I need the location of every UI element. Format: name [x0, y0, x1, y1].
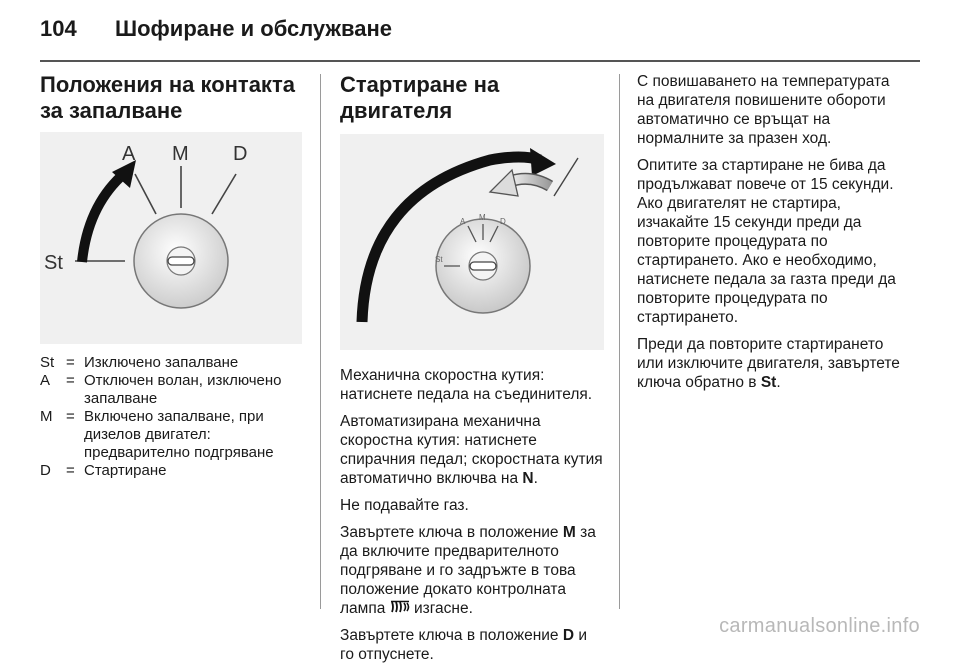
paragraph-return-key: Преди да повторите стартирането или изключите двигателя, завъртете ключа обратно в St. — [637, 336, 900, 391]
glow-plug-icon — [390, 600, 410, 614]
keyhole-icon — [168, 257, 194, 265]
column-ignition-positions — [40, 72, 302, 480]
arrow-st-to-a — [82, 172, 126, 262]
label-d-small: D — [500, 217, 506, 226]
label-a-small: A — [460, 217, 466, 226]
paragraph-automated-gearbox: Автоматизирана механична скоростна кутия: натиснете спирачния педал; скоростната кутия автоматично включва на N. — [340, 413, 603, 487]
engine-start-diagram — [340, 134, 604, 350]
label-a: A — [122, 143, 136, 165]
label-m: M — [172, 143, 189, 165]
paragraph-idle-speed: С повишаването на температурата на двигателя повишените обороти автоматично се връщат на нормалните за празен ход. — [637, 73, 890, 147]
legend-row-d: D = Стартиране — [40, 462, 167, 479]
section-heading-ignition-positions: Положения на контакта за запалване — [40, 72, 295, 123]
legend-row-m: M = Включено запалване, при дизелов двигател: предварително подгряване — [40, 408, 274, 461]
engine-start-text — [340, 366, 604, 664]
label-d: D — [233, 143, 248, 165]
label-st: St — [44, 252, 63, 274]
label-m-small: M — [479, 213, 486, 222]
paragraph-manual-gearbox: Механична скоростна кутия: натиснете педала на съединителя. — [340, 367, 593, 403]
legend-row-a: A = Отключен волан, изключено запалване — [40, 372, 282, 407]
page-number: 104 — [40, 16, 77, 41]
page-title: Шофиране и обслужване — [115, 16, 393, 41]
legend-row-st: St = Изключено запалване — [40, 354, 239, 371]
watermark: carmanualsonline.info — [719, 615, 920, 637]
label-st-small: St — [435, 255, 443, 264]
paragraph-start-duration: Опитите за стартиране не бива да продължават повече от 15 секунди. Ако двигателят не стартира, изчакайте 15 секунди преди да повторите процедурата по стартирането. Ако е необходимо, натиснете педала за газта преди да повторите процедурата по стартирането. — [637, 157, 896, 326]
paragraph-preheating: Завъртете ключа в положение M за да включите предварителното подгряване и го задръжте в това положение докато контролната лампа изгасне. — [340, 524, 596, 617]
column-divider — [619, 74, 620, 609]
column-start-notes — [637, 72, 907, 400]
paragraph-turn-to-d: Завъртете ключа в положение D и го отпуснете. — [340, 627, 588, 663]
column-engine-start — [340, 72, 604, 672]
section-heading-engine-start: Стартиране на двигателя — [340, 72, 500, 123]
paragraph-no-throttle: Не подавайте газ. — [340, 497, 469, 514]
ignition-legend — [40, 354, 302, 480]
d-tick — [554, 158, 578, 196]
arrow-head-icon — [530, 148, 556, 176]
page-header — [40, 14, 392, 44]
engine-start-figure — [340, 134, 604, 350]
keyhole-icon — [470, 262, 496, 270]
return-arrow-head-icon — [490, 170, 518, 196]
d-tick — [212, 174, 236, 214]
ignition-switch-diagram — [40, 132, 302, 344]
header-rule — [40, 60, 920, 62]
ignition-switch-figure — [40, 132, 302, 344]
a-tick — [135, 174, 156, 214]
column-divider — [320, 74, 321, 609]
